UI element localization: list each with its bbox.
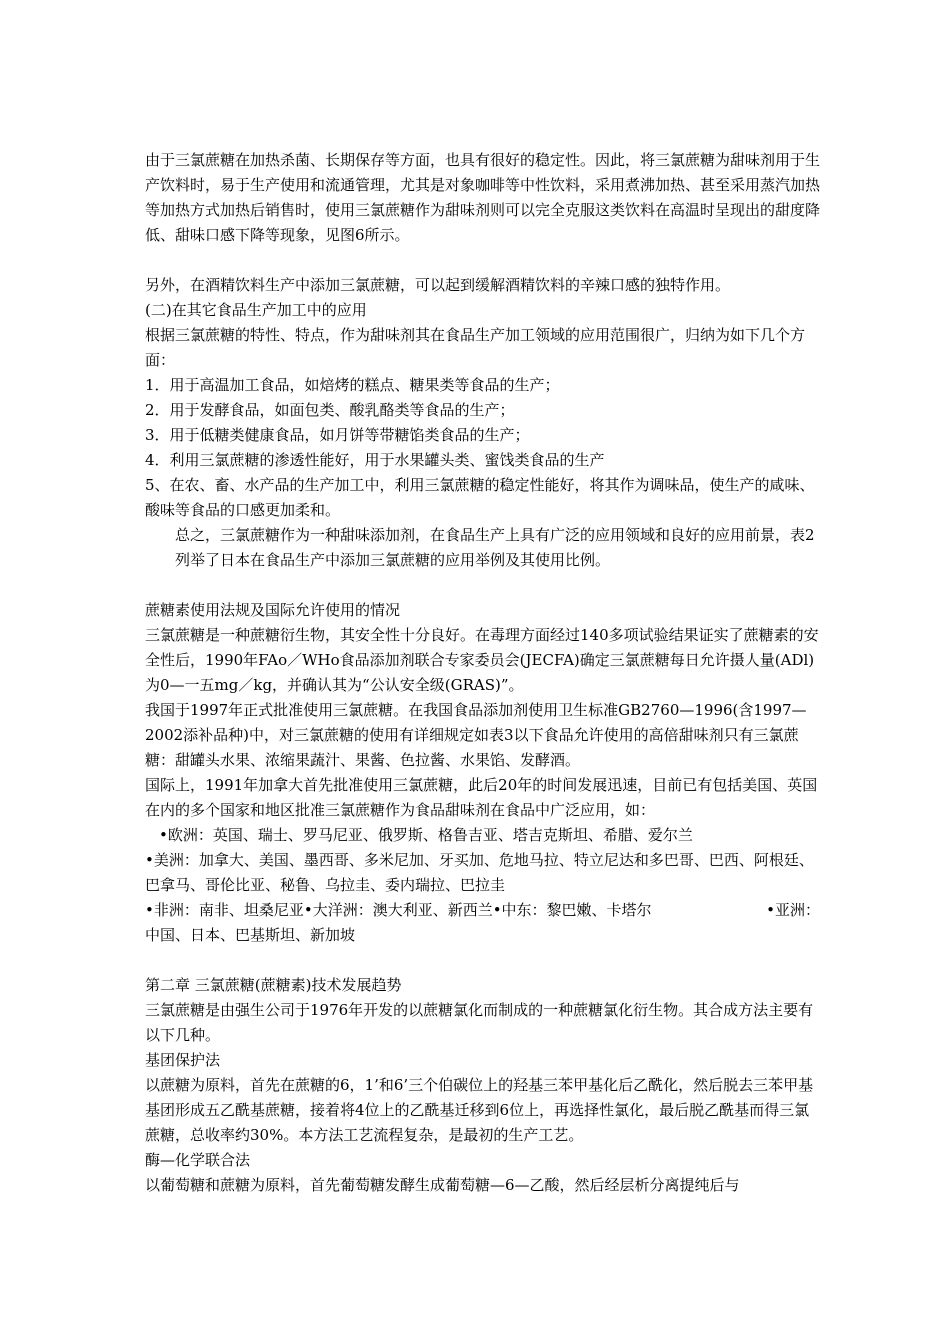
list-item: 1．用于高温加工食品，如焙烤的糕点、糖果类等食品的生产； [145, 376, 560, 394]
paragraph: 根据三氯蔗糖的特性、特点，作为甜味剂其在食品生产加工领域的应用范围很广，归纳为如下几个方面： [145, 326, 806, 369]
paragraph: 以葡萄糖和蔗糖为原料，首先葡萄糖发酵生成葡萄糖—6—乙酸，然后经层析分离提纯后与 [145, 1176, 740, 1194]
list-item: 4．利用三氯蔗糖的渗透性能好，用于水果罐头类、蜜饯类食品的生产 [145, 451, 605, 469]
list-item: 2．用于发酵食品，如面包类、酸乳酪类等食品的生产； [145, 401, 515, 419]
paragraph: 以蔗糖为原料，首先在蔗糖的6，1’和6’三个伯碳位上的羟基三苯甲基化后乙酰化，然后脱去三苯甲基基团形成五乙酰基蔗糖，接着将4位上的乙酰基迁移到6位上，再选择性氯化，最后脱乙酰基而得三氯蔗糖，总收率约30%。本方法工艺流程复杂，是最初的生产工艺。 [145, 1076, 814, 1144]
document-body [145, 148, 820, 1198]
bullet-africa: •非洲：南非、坦桑尼亚•大洋洲：澳大利亚、新西兰•中东：黎巴嫩、卡塔尔 [145, 901, 652, 919]
section-heading: (二)在其它食品生产加工中的应用 [145, 301, 367, 319]
section-heading: 蔗糖素使用法规及国际允许使用的情况 [145, 601, 401, 619]
subsection-heading: 基团保护法 [145, 1051, 221, 1069]
paragraph: 由于三氯蔗糖在加热杀菌、长期保存等方面，也具有很好的稳定性。因此，将三氯蔗糖为甜味剂用于生产饮料时，易于生产使用和流通管理，尤其是对象咖啡等中性饮料，采用煮沸加热、甚至采用蒸汽加热等加热方式加热后销售时，使用三氯蔗糖作为甜味剂则可以完全克服这类饮料在高温时呈现出的甜度降低、甜味口感下降等现象，见图6所示。 [145, 151, 821, 244]
blank-line [145, 948, 820, 973]
bullet-asia: •亚洲： [766, 901, 820, 919]
paragraph: 三氯蔗糖是一种蔗糖衍生物，其安全性十分良好。在毒理方面经过140多项试验结果证实了蔗糖素的安全性后，1990年FAo／WHo食品添加剂联合专家委员会(JECFA)确定三氯蔗糖每日允许摄人量(ADl)为0—一五mg／kg，并确认其为“公认安全级(GRAS)”。 [145, 626, 819, 694]
bullet-asia-continued: 中国、日本、巴基斯坦、新加坡 [145, 926, 356, 944]
paragraph: 国际上，1991年加拿大首先批准使用三氯蔗糖，此后20年的时间发展迅速，目前已有包括美国、英国在内的多个国家和地区批准三氯蔗糖作为食品甜味剂在食品中广泛应用，如： [145, 776, 818, 819]
paragraph: 我国于1997年正式批准使用三氯蔗糖。在我国食品添加剂使用卫生标准GB2760—1996(含1997—2002添补品种)中，对三氯蔗糖的使用有详细规定如表3以下食品允许使用的高倍甜味剂只有三氯蔗糖：甜罐头水果、浓缩果蔬汁、果酱、色拉酱、水果馅、发酵酒。 [145, 701, 807, 769]
bullet-africa-line [145, 898, 820, 923]
list-item: 3．用于低糖类健康食品，如月饼等带糖馅类食品的生产； [145, 426, 530, 444]
paragraph: 三氯蔗糖是由强生公司于1976年开发的以蔗糖氯化而制成的一种蔗糖氯化衍生物。其合成方法主要有以下几种。 [145, 1001, 814, 1044]
paragraph: 总之，三氯蔗糖作为一种甜味添加剂，在食品生产上具有广泛的应用领域和良好的应用前景，表2列举了日本在食品生产中添加三氯蔗糖的应用举例及其使用比例。 [175, 526, 815, 569]
bullet-america: •美洲：加拿大、美国、墨西哥、多米尼加、牙买加、危地马拉、特立尼达和多巴哥、巴西、阿根廷、巴拿马、哥伦比亚、秘鲁、乌拉圭、委内瑞拉、巴拉圭 [145, 851, 814, 894]
bullet-europe: •欧洲：英国、瑞士、罗马尼亚、俄罗斯、格鲁吉亚、塔吉克斯坦、希腊、爱尔兰 [159, 826, 693, 844]
list-item: 5、在农、畜、水产品的生产加工中，利用三氯蔗糖的稳定性能好，将其作为调味品，使生产的咸味、酸味等食品的口感更加柔和。 [145, 476, 815, 519]
subsection-heading: 酶—化学联合法 [145, 1151, 251, 1169]
blank-line [145, 248, 820, 273]
paragraph: 另外，在酒精饮料生产中添加三氯蔗糖，可以起到缓解酒精饮料的辛辣口感的独特作用。 [145, 276, 731, 294]
blank-line [145, 573, 820, 598]
chapter-heading: 第二章 三氯蔗糖(蔗糖素)技术发展趋势 [145, 976, 402, 994]
